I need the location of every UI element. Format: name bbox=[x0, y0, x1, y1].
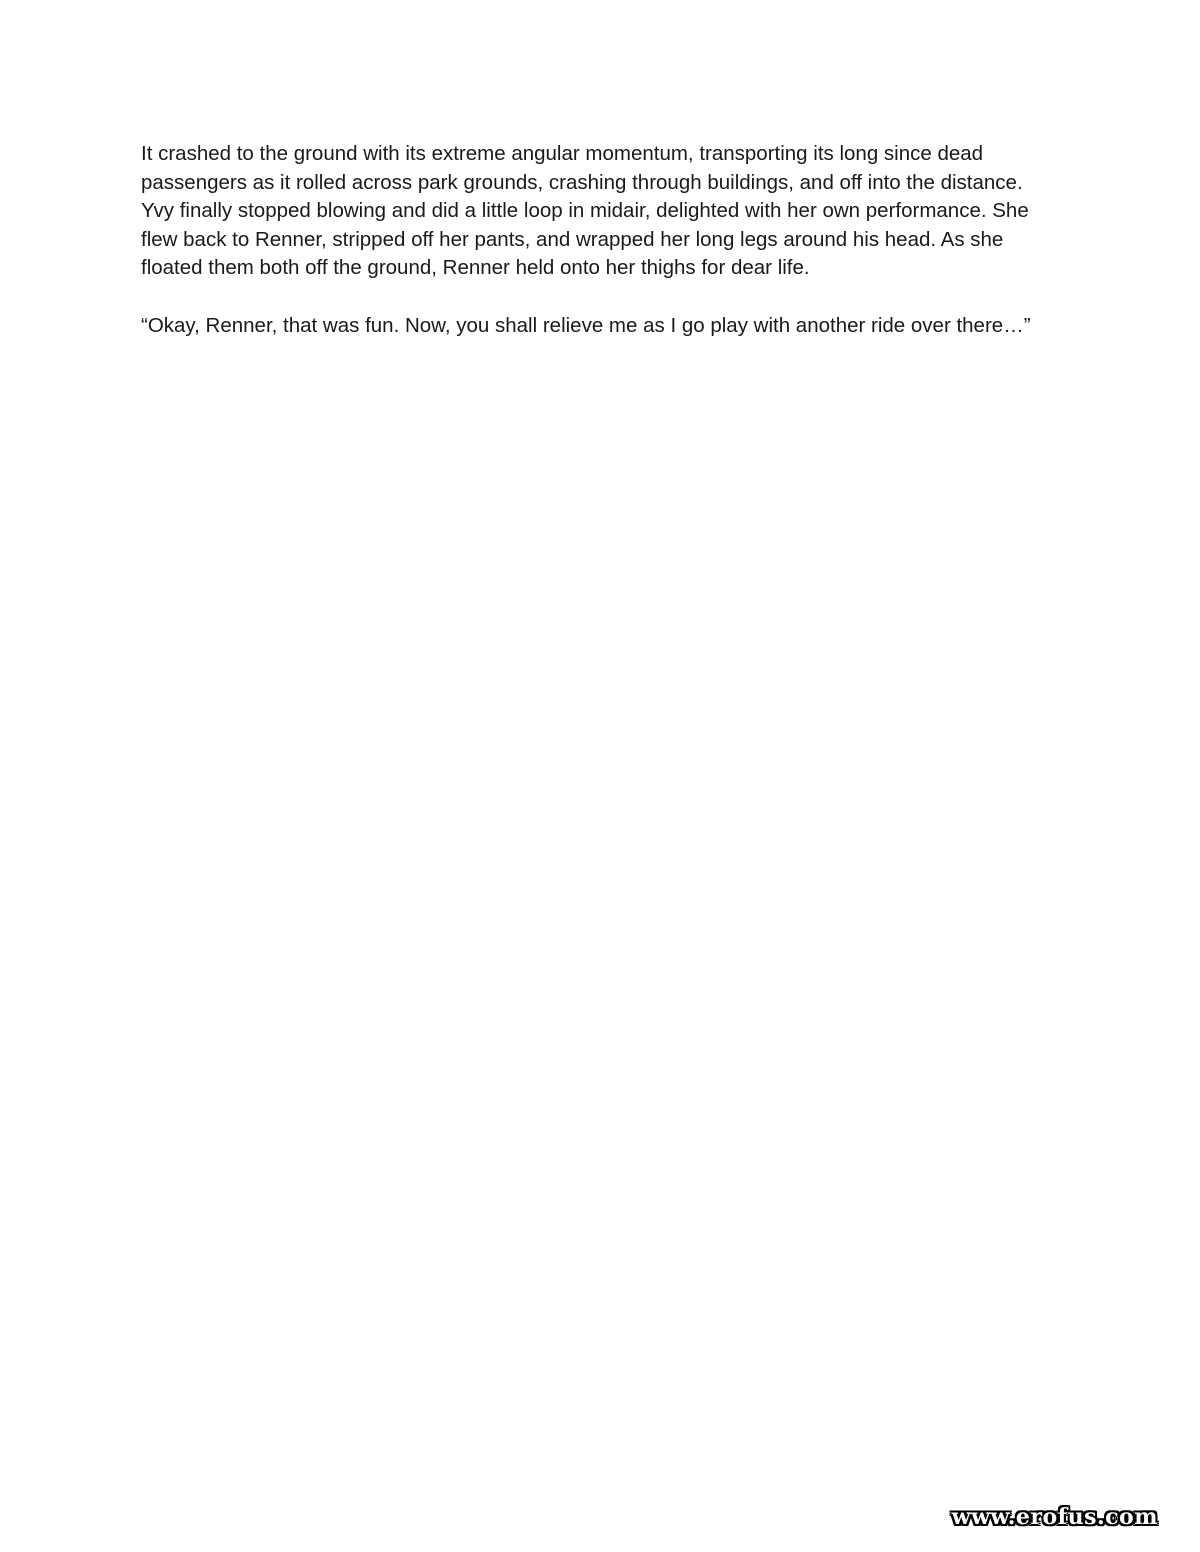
paragraph-2: “Okay, Renner, that was fun. Now, you shall relieve me as I go play with another ride over there…” bbox=[141, 313, 1031, 337]
document-body bbox=[141, 140, 1061, 369]
paragraph-1: It crashed to the ground with its extreme angular momentum, transporting its long since dead passengers as it rolled across park grounds, crashing through buildings, and off into the distance. Yvy finally stopped blowing and did a little loop in midair, delighted with her own performance. She flew back to Renner, stripped off her pants, and wrapped her long legs around his head. As she floated them both off the ground, Renner held onto her thighs for dear life. bbox=[141, 142, 1029, 280]
watermark: www.erofus.com bbox=[951, 1504, 1158, 1530]
